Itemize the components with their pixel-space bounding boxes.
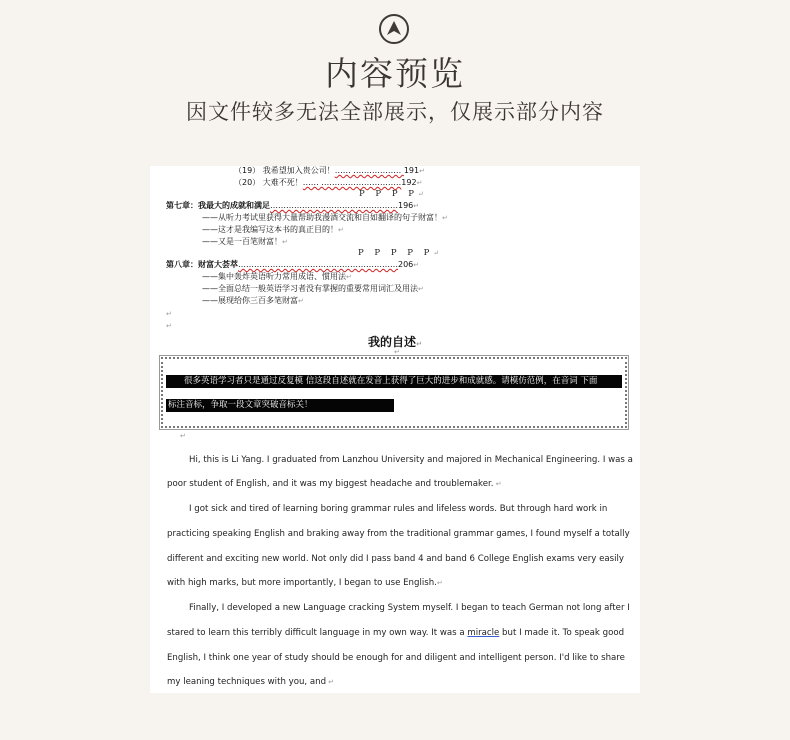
paragraph-line: Hi, this is Li Yang. I graduated from Lanzhou University and majored in Mechanical Engineering. I was a <box>189 455 633 465</box>
toc-pmarks: P P P P↵ <box>359 189 428 199</box>
paragraph-line: my leaning techniques with you, and ↵ <box>167 677 335 687</box>
highlight-line: 很多英语学习者只是通过反复模 信这段自述就在发音上获得了巨大的进步和成就感。请模仿范例，在音词 下面 <box>166 375 622 388</box>
toc-sub: ——从听力考试里获得大量帮助我漫酒交流和自如翻译的句子财富！↵ <box>202 213 448 222</box>
toc-sub: ——集中轰炸英语听力常用成语、惯用法↵ <box>202 272 352 281</box>
toc-sub: ——这才是我编写这本书的真正目的！↵ <box>202 225 344 234</box>
toc-pmarks: P P P P P↵ <box>358 248 444 258</box>
paragraph-line: different and exciting new world. Not only did I pass band 4 and band 6 College English exams very easily <box>167 554 624 564</box>
toc-sub: ——又是一百笔财富！↵ <box>202 237 288 246</box>
highlight-box <box>161 357 627 428</box>
paragraph-line: stared to learn this terribly difficult language in my own way. It was a miracle but I made it. To speak good <box>167 628 625 638</box>
paragraph-line: poor student of English, and it was my biggest headache and troublemaker. ↵ <box>167 479 502 489</box>
paragraph-line: Finally, I developed a new Language cracking System myself. I began to teach German not long after I <box>189 603 630 613</box>
toc-chapter: 第七章：我最大的成就和满足…………………………………………196↵ <box>166 201 420 210</box>
page-subtitle: 因文件较多无法全部展示，仅展示部分内容 <box>186 100 604 124</box>
return-mark: ↵ <box>166 310 172 318</box>
toc-entry: （19） 我希望加入贵公司！…… ……………… 191↵ <box>234 166 425 175</box>
return-mark: ↵ <box>180 432 186 440</box>
paragraph-line: with high marks, but more importantly, I began to use English.↵ <box>167 578 443 588</box>
paragraph-line: I got sick and tired of learning boring grammar rules and lifeless words. But through hard work in <box>189 504 608 514</box>
logo-icon <box>379 14 409 44</box>
toc-entry: （20） 大难不死！…… …………………………192↵ <box>234 178 423 187</box>
toc-chapter: 第八章：财富大荟萃……………………………………………………206↵ <box>166 260 420 269</box>
page-title: 内容预览 <box>325 54 465 93</box>
document-preview <box>150 166 640 693</box>
toc-sub: ——展现给你三百多笔财富↵ <box>202 296 304 305</box>
paragraph-line: English, I think one year of study should be enough for and diligent and intelligent person. I'd like to share <box>167 653 625 663</box>
section-title: 我的自述↵ <box>368 335 422 349</box>
return-mark: ↵ <box>166 322 172 330</box>
paragraph-line: practicing speaking English and braking away from the traditional grammar games, I found myself a totally <box>167 529 630 539</box>
highlight-line: 标注音标，争取一段文章突破音标关！ <box>166 399 394 412</box>
toc-sub: ——全面总结一般英语学习者没有掌握的重要常用词汇及用法↵ <box>202 284 424 293</box>
return-mark: ↵ <box>394 348 400 356</box>
